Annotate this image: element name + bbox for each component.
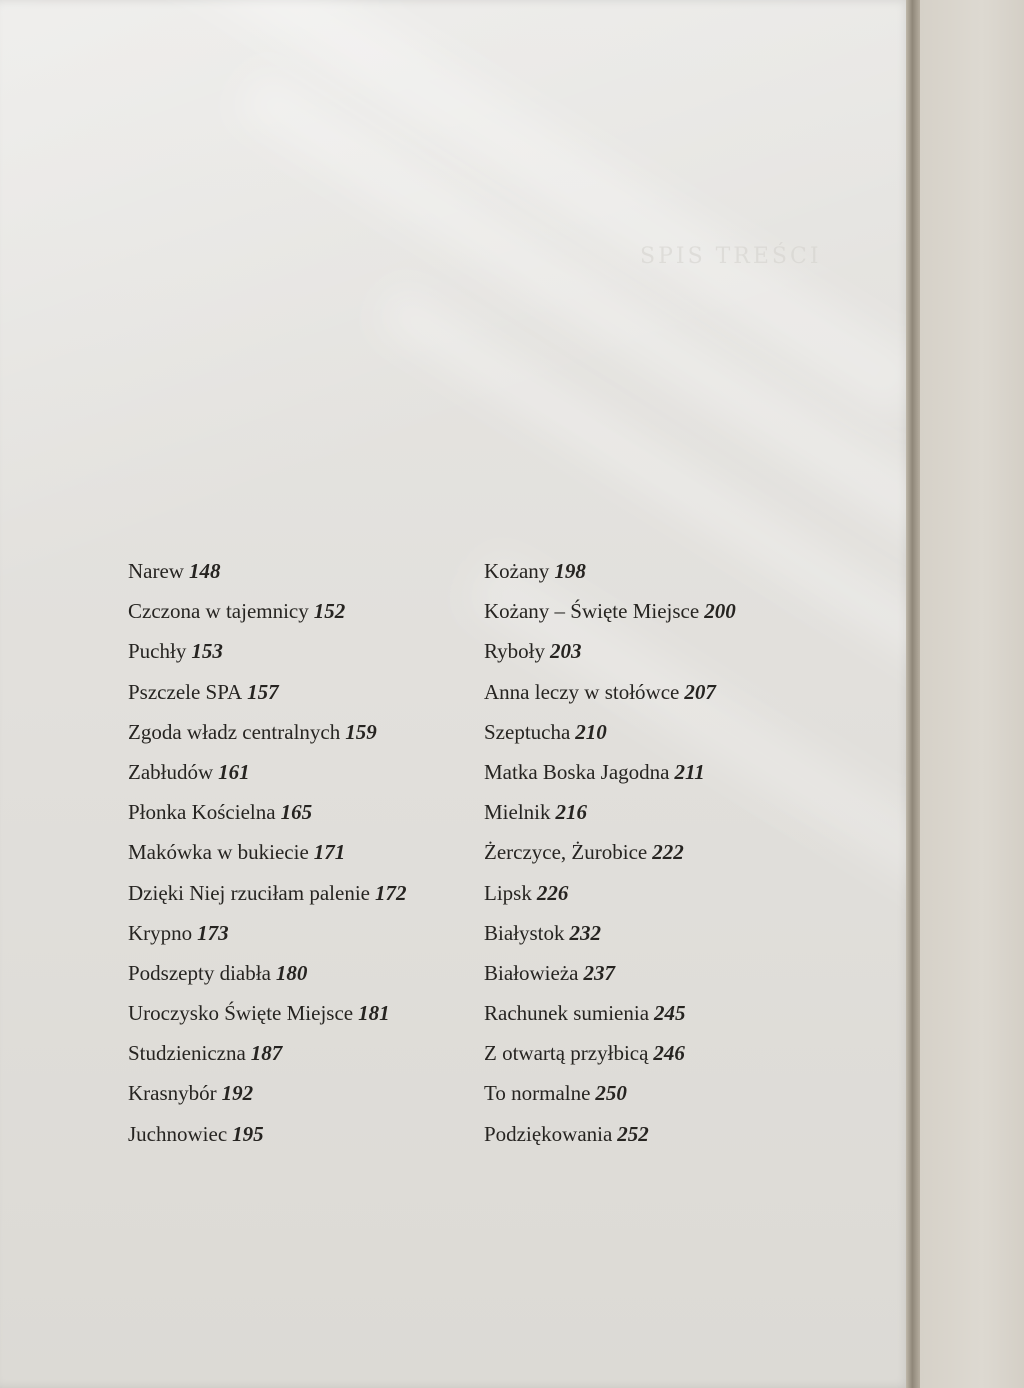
toc-entry xyxy=(484,635,736,675)
toc-entry xyxy=(484,555,736,595)
toc-entry xyxy=(484,716,736,756)
toc-entry xyxy=(128,1077,406,1117)
toc-entry-title: Matka Boska Jagodna xyxy=(484,759,670,784)
toc-entry-page: 222 xyxy=(652,840,684,865)
toc-entry-page: 165 xyxy=(280,800,313,825)
toc-entry-page: 173 xyxy=(197,920,229,945)
toc-entry-title: Krasnybór xyxy=(128,1081,217,1106)
toc-entry-page: 157 xyxy=(247,679,279,704)
toc-entry xyxy=(128,997,406,1037)
toc-entry-title: Szeptucha xyxy=(484,719,571,744)
toc-entry xyxy=(484,917,736,957)
toc-entry xyxy=(484,1118,736,1158)
toc-entry xyxy=(128,716,406,756)
toc-entry-page: 203 xyxy=(550,639,582,664)
toc-entry xyxy=(128,756,406,796)
toc-entry xyxy=(484,756,736,796)
toc-entry-title: Białystok xyxy=(484,920,565,945)
toc-entry xyxy=(128,877,406,917)
toc-entry xyxy=(484,796,736,836)
toc-entry xyxy=(128,917,406,957)
toc-entry-title: Uroczysko Święte Miejsce xyxy=(128,1001,354,1026)
toc-entry xyxy=(484,676,736,716)
toc-entry-title: Mielnik xyxy=(484,800,551,825)
toc-entry-page: 152 xyxy=(313,599,346,624)
toc-entry-page: 232 xyxy=(569,920,602,945)
toc-entry-page: 161 xyxy=(218,759,250,784)
toc-entry xyxy=(484,997,736,1037)
toc-entry-page: 148 xyxy=(188,559,221,583)
toc-entry xyxy=(128,1118,406,1158)
toc-entry xyxy=(128,796,406,836)
toc-entry-title: Narew xyxy=(128,559,184,583)
toc-entry-title: Krypno xyxy=(128,920,193,945)
toc-entry-page: 180 xyxy=(275,960,308,985)
toc-entry-title: Ryboły xyxy=(484,639,546,664)
book-spine-edge xyxy=(906,0,920,1388)
toc-entry-title: Makówka w bukiecie xyxy=(128,840,309,865)
toc-entry xyxy=(484,1037,736,1077)
toc-entry-page: 211 xyxy=(674,759,705,784)
toc-entry-title: Podszepty diabła xyxy=(128,960,271,985)
toc-entry xyxy=(128,595,406,635)
toc-entry xyxy=(128,635,406,675)
toc-entry-page: 198 xyxy=(554,559,586,583)
toc-entry xyxy=(484,1077,736,1117)
toc-entry-page: 200 xyxy=(704,599,736,624)
toc-entry-title: Puchły xyxy=(128,639,187,664)
toc-entry-page: 226 xyxy=(536,880,569,905)
toc-entry-page: 187 xyxy=(250,1041,283,1066)
toc-entry-page: 172 xyxy=(374,880,407,905)
toc-entry xyxy=(484,957,736,997)
toc-entry-title: Zabłudów xyxy=(128,759,214,784)
toc-entry-page: 195 xyxy=(232,1121,264,1146)
toc-entry-title: Zgoda władz centralnych xyxy=(128,719,341,744)
toc-entry xyxy=(128,676,406,716)
toc-entry-page: 237 xyxy=(583,960,615,985)
toc-entry xyxy=(484,836,736,876)
toc-entry-page: 207 xyxy=(684,679,716,704)
toc-entry-page: 210 xyxy=(575,719,607,744)
toc-left-column xyxy=(128,555,406,1158)
toc-right-column xyxy=(484,555,736,1158)
toc-entry-page: 216 xyxy=(555,800,587,825)
toc-entry-title: Anna leczy w stołówce xyxy=(484,679,680,704)
toc-entry-page: 246 xyxy=(653,1041,685,1066)
toc-entry-page: 250 xyxy=(595,1081,627,1106)
toc-entry-title: Lipsk xyxy=(484,880,532,905)
toc-entry-title: Rachunek sumienia xyxy=(484,1001,650,1026)
toc-entry-title: Podziękowania xyxy=(484,1121,613,1146)
toc-entry-title: Pszczele SPA xyxy=(128,679,243,704)
toc-entry-title: Kożany xyxy=(484,559,550,583)
toc-entry-title: Płonka Kościelna xyxy=(128,800,276,825)
toc-entry-page: 245 xyxy=(654,1001,686,1026)
toc-entry-page: 252 xyxy=(617,1121,649,1146)
toc-entry-page: 153 xyxy=(191,639,223,664)
toc-entry xyxy=(128,555,406,595)
toc-entry-title: Żerczyce, Żurobice xyxy=(484,840,648,865)
toc-entry-title: Dzięki Niej rzuciłam palenie xyxy=(128,880,370,905)
toc-entry-page: 159 xyxy=(345,719,377,744)
toc-entry-page: 181 xyxy=(358,1001,390,1026)
faint-show-through-heading: SPIS TREŚCI xyxy=(640,244,822,269)
toc-entry xyxy=(484,595,736,635)
toc-entry-title: Kożany – Święte Miejsce xyxy=(484,599,700,624)
adjacent-page-edge xyxy=(920,0,1024,1388)
toc-entry xyxy=(128,836,406,876)
toc-entry-title: Z otwartą przyłbicą xyxy=(484,1041,649,1066)
toc-entry-title: To normalne xyxy=(484,1081,591,1106)
toc-entry-title: Białowieża xyxy=(484,960,579,985)
toc-entry-page: 171 xyxy=(313,840,346,865)
toc-entry-page: 192 xyxy=(221,1081,254,1106)
toc-entry-title: Juchnowiec xyxy=(128,1121,228,1146)
toc-entry-title: Czczona w tajemnicy xyxy=(128,599,309,624)
toc-entry xyxy=(128,1037,406,1077)
toc-entry-title: Studzieniczna xyxy=(128,1041,246,1066)
toc-entry xyxy=(484,877,736,917)
toc-entry xyxy=(128,957,406,997)
light-streak xyxy=(130,0,930,423)
